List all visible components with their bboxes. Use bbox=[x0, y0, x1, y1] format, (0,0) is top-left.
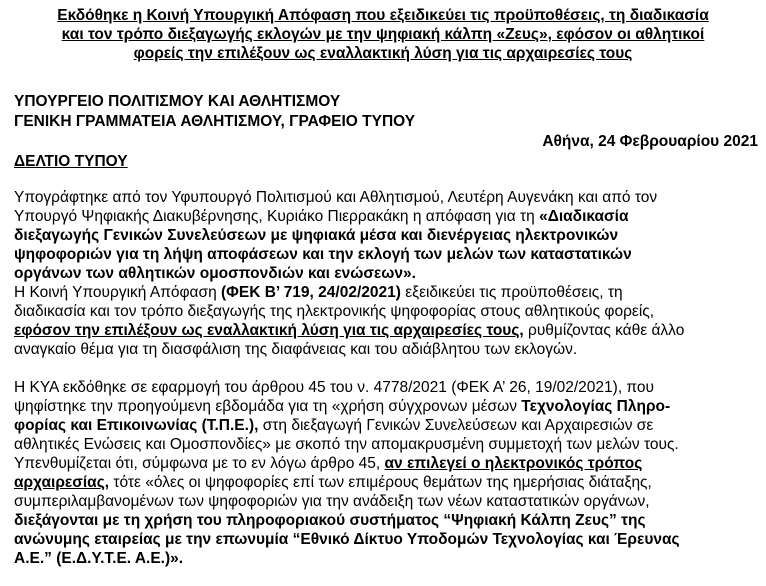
headline-line: και τον τρόπο διεξαγωγής εκλογών με την ψηφιακή κάλπη «Ζευς», εφόσον οι αθλητικοί bbox=[61, 26, 705, 43]
paragraph-line bbox=[14, 454, 754, 473]
text-run: τότε «όλες οι ψηφοφορίες επί των επιμέρους θεμάτων της ημερήσιας διάταξης, bbox=[109, 474, 652, 491]
text-run: αθλητικές Ενώσεις και Ομοσπονδίες» με σκοπό την απομακρυσμένη συμμετοχή των μελών τους. bbox=[14, 436, 679, 453]
issuer-block bbox=[14, 92, 415, 132]
paragraph-line bbox=[14, 473, 754, 492]
paragraph-line bbox=[14, 397, 754, 416]
text-run: Υπογράφτηκε από τον Υφυπουργό Πολιτισμού και Αθλητισμού, Λευτέρη Αυγενάκη και από τον bbox=[14, 189, 658, 206]
paragraph-line bbox=[14, 283, 754, 302]
paragraph-gap bbox=[14, 359, 754, 378]
text-run: συμπεριλαμβανομένων των ψηφοφοριών για την ανάδειξη των νέων καταστατικών οργάνων, bbox=[14, 493, 650, 510]
paragraph-line bbox=[14, 226, 754, 245]
underlined-bold-run: εφόσον την επιλέξουν ως εναλλακτική λύση για τις αρχαιρεσίες τους, bbox=[14, 322, 524, 339]
paragraph-line bbox=[14, 207, 754, 226]
bold-run: οργάνων των αθλητικών ομοσπονδιών και ενώσεων». bbox=[14, 265, 416, 282]
text-run: διαδικασία και τον τρόπο διεξαγωγής της ηλεκτρονικής ψηφοφορίας στους αθλητικούς φορείς, bbox=[14, 303, 655, 320]
headline bbox=[12, 6, 754, 63]
bold-run: ανώνυμης εταιρείας με την επωνυμία “Εθνικό Δίκτυο Υποδομών Τεχνολογίας και Έρευνας bbox=[14, 531, 680, 548]
secretariat-name: ΓΕΝΙΚΗ ΓΡΑΜΜΑΤΕΙΑ ΑΘΛΗΤΙΣΜΟΥ, ΓΡΑΦΕΙΟ ΤΥΠΟΥ bbox=[14, 113, 416, 130]
underlined-bold-run: αν επιλεγεί ο ηλεκτρονικός τρόπος bbox=[384, 455, 643, 472]
text-run: ψηφίστηκε την προηγούμενη εβδομάδα για τη «χρήση σύγχρονων μέσων bbox=[14, 398, 522, 415]
paragraph-line bbox=[14, 511, 754, 530]
paragraph-line bbox=[14, 340, 754, 359]
body-text bbox=[14, 188, 754, 568]
text-run: ρυθμίζοντας κάθε άλλο bbox=[523, 322, 685, 339]
paragraph-line bbox=[14, 302, 754, 321]
text-run: στη διεξαγωγή Γενικών Συνελεύσεων και Αρχαιρεσιών σε bbox=[258, 417, 654, 434]
text-run: αναγκαίο θέμα για τη διασφάλιση της διαφάνειας και του αδιάβλητου των εκλογών. bbox=[14, 341, 578, 358]
paragraph-line bbox=[14, 549, 754, 568]
bold-run: διεξάγονται με τη χρήση του πληροφοριακού συστήματος “Ψηφιακή Κάλπη Ζευς” της bbox=[14, 512, 646, 529]
paragraph-line bbox=[14, 321, 754, 340]
paragraph-line bbox=[14, 245, 754, 264]
paragraph-line bbox=[14, 530, 754, 549]
bold-run: Α.Ε.” (Ε.Δ.Υ.Τ.Ε. Α.Ε.)». bbox=[14, 550, 184, 567]
text-run: εξειδικεύει τις προϋποθέσεις, τη bbox=[400, 284, 623, 301]
bold-run: «Διαδικασία bbox=[539, 208, 629, 225]
release-date: Αθήνα, 24 Φεβρουαρίου 2021 bbox=[542, 133, 758, 150]
text-run: Η ΚΥΑ εκδόθηκε σε εφαρμογή του άρθρου 45 του ν. 4778/2021 (ΦΕΚ Α’ 26, 19/02/2021), που bbox=[14, 379, 655, 396]
press-release-title: ΔΕΛΤΙΟ ΤΥΠΟΥ bbox=[14, 153, 128, 170]
paragraph-line bbox=[14, 378, 754, 397]
paragraph-line bbox=[14, 492, 754, 511]
paragraph-line bbox=[14, 435, 754, 454]
text-run: Υπουργό Ψηφιακής Διακυβέρνησης, Κυριάκο Πιερρακάκη η απόφαση για τη bbox=[14, 208, 540, 225]
paragraph-line bbox=[14, 264, 754, 283]
ministry-name: ΥΠΟΥΡΓΕΙΟ ΠΟΛΙΤΙΣΜΟΥ ΚΑΙ ΑΘΛΗΤΙΣΜΟΥ bbox=[14, 93, 341, 110]
underlined-bold-run: αρχαιρεσίας, bbox=[14, 474, 110, 491]
bold-run: Τεχνολογίας Πληρο- bbox=[521, 398, 671, 415]
fek-reference: (ΦΕΚ Β’ 719, 24/02/2021) bbox=[221, 284, 401, 301]
text-run: Η Κοινή Υπουργική Απόφαση bbox=[14, 284, 222, 301]
paragraph-line bbox=[14, 188, 754, 207]
headline-line: Εκδόθηκε η Κοινή Υπουργική Απόφαση που εξειδικεύει τις προϋποθέσεις, τη διαδικασία bbox=[57, 7, 709, 24]
bold-run: φορίας και Επικοινωνίας (Τ.Π.Ε.), bbox=[14, 417, 259, 434]
headline-line: φορείς την επιλέξουν ως εναλλακτική λύση για τις αρχαιρεσίες τους bbox=[133, 45, 633, 62]
bold-run: ψηφοφοριών για τη λήψη αποφάσεων και την εκλογή των μελών των καταστατικών bbox=[14, 246, 632, 263]
bold-run: διεξαγωγής Γενικών Συνελεύσεων με ψηφιακά μέσα και διενέργειας ηλεκτρονικών bbox=[14, 227, 619, 244]
text-run: Υπενθυμίζεται ότι, σύμφωνα με το εν λόγω άρθρο 45, bbox=[14, 455, 385, 472]
paragraph-line bbox=[14, 416, 754, 435]
